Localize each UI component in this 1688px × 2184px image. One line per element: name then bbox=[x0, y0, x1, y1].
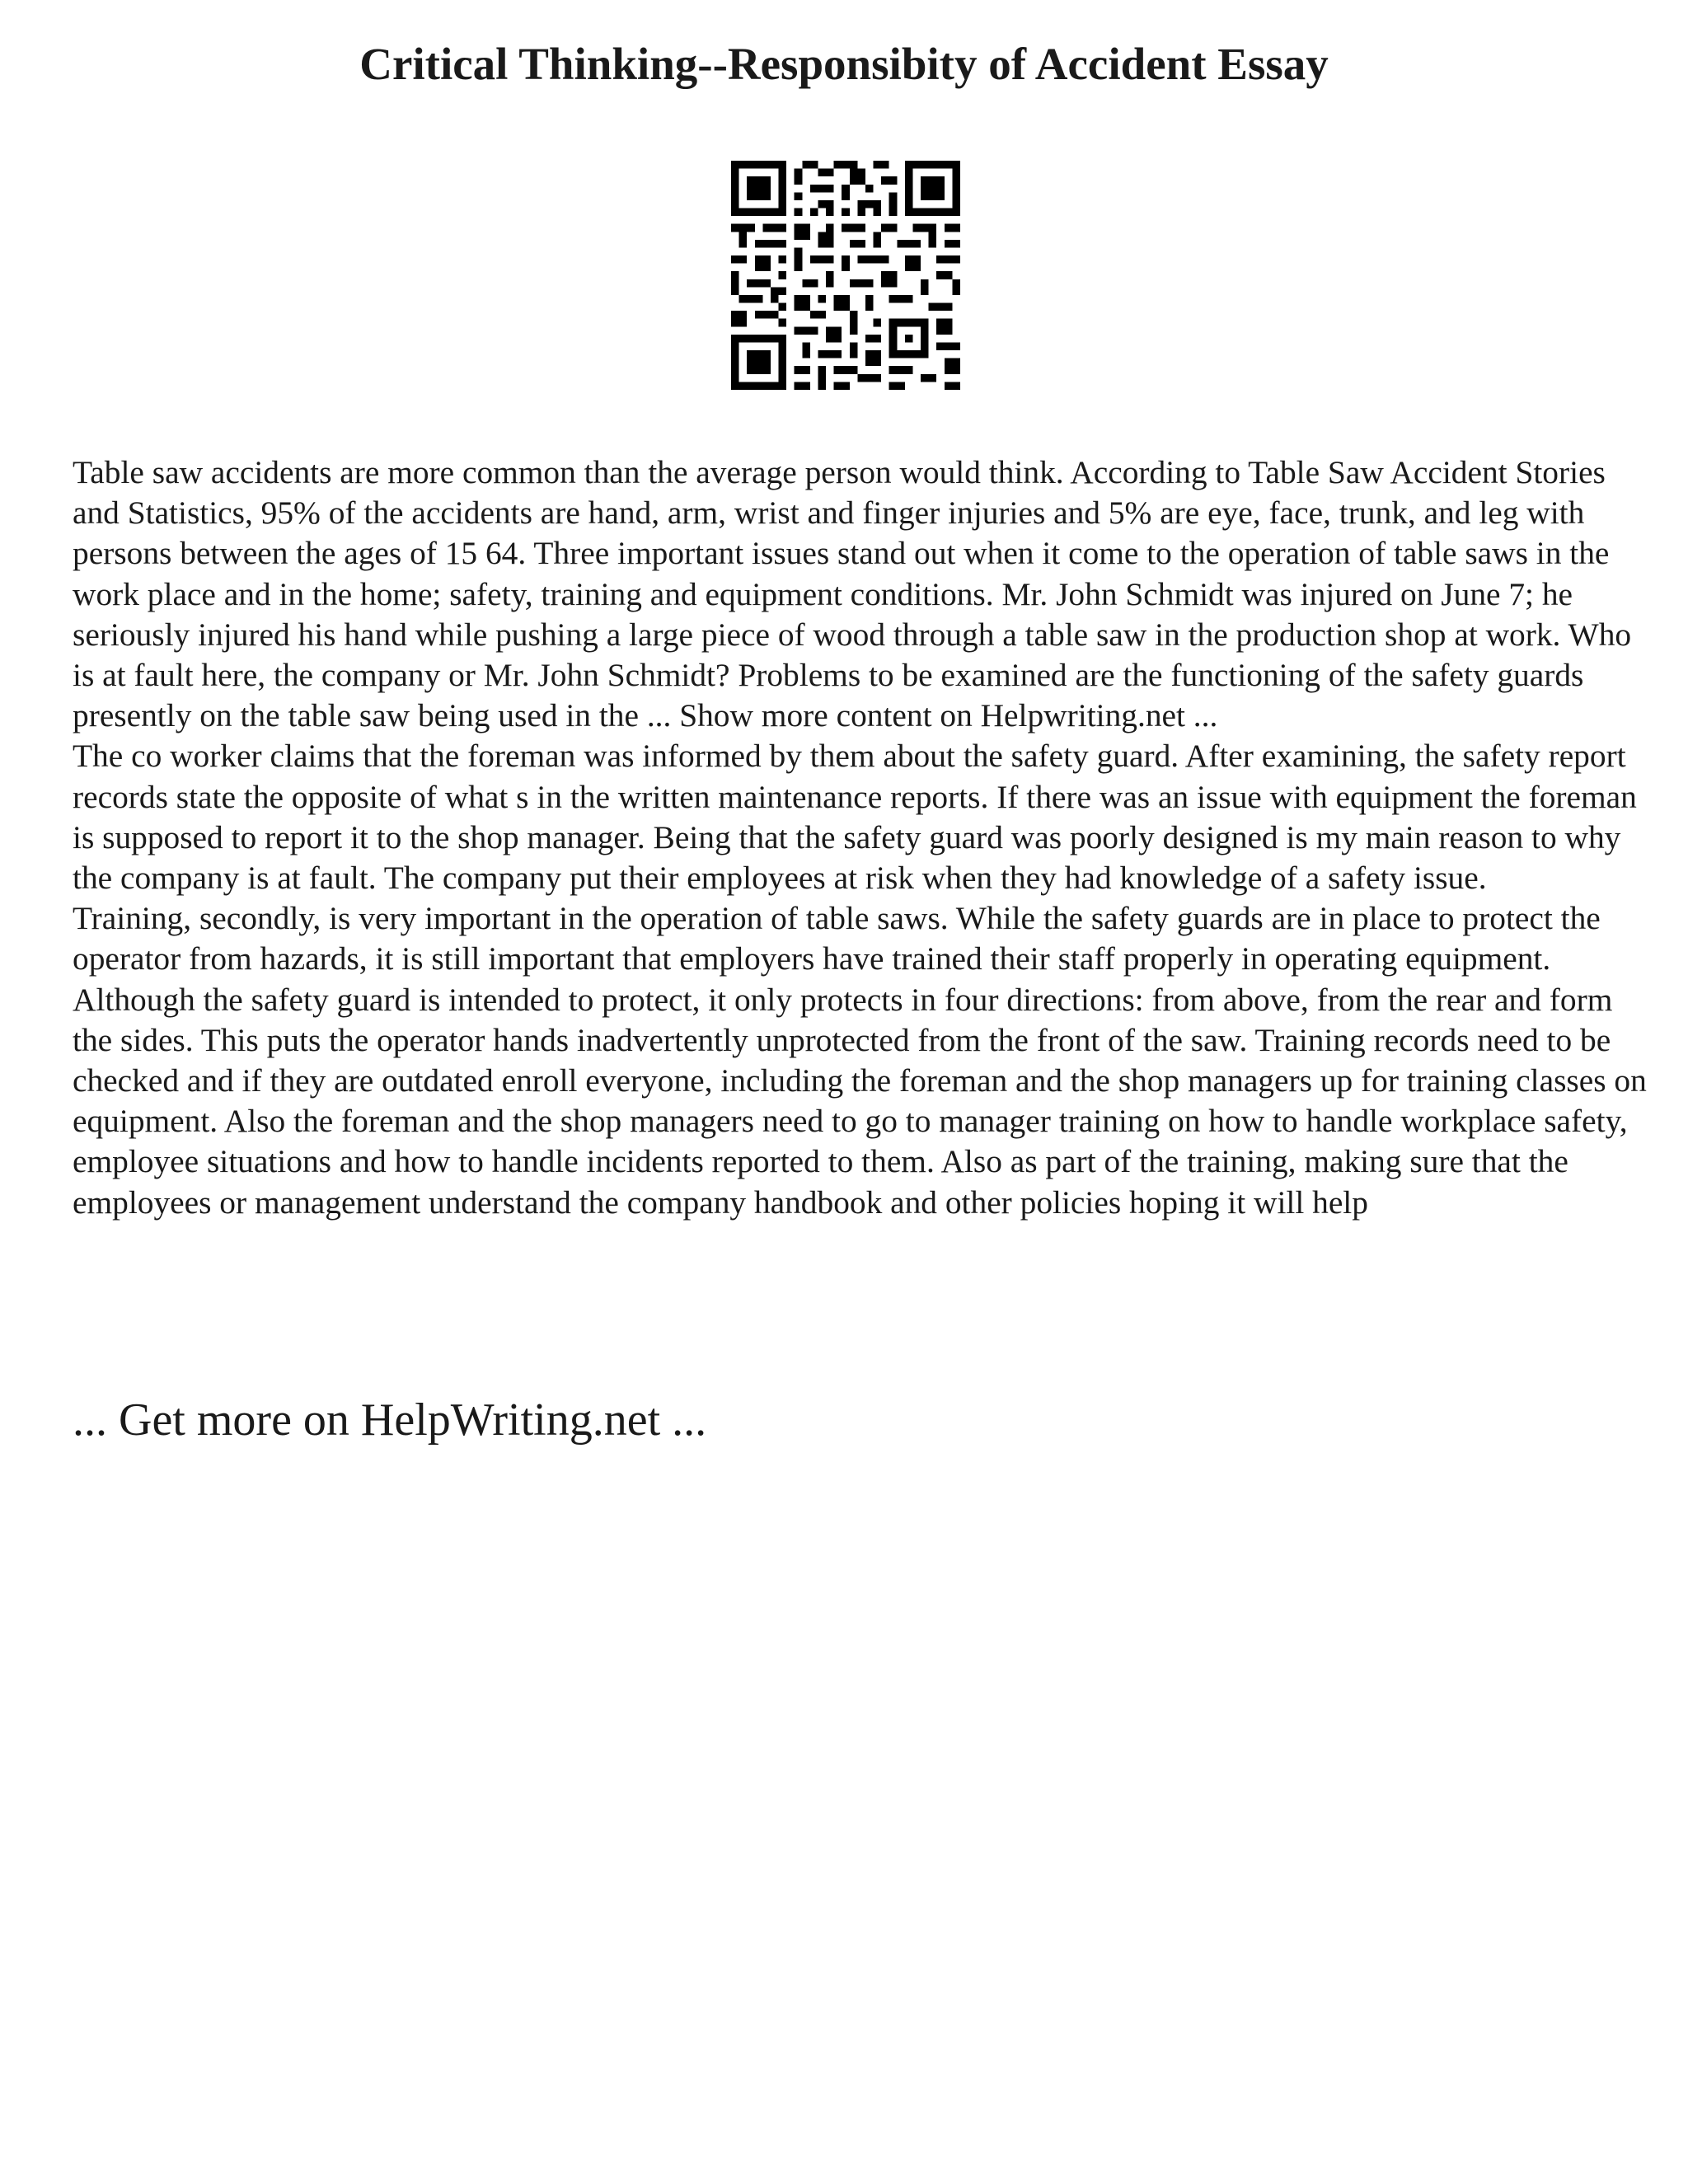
paragraph-3: Training, secondly, is very important in the operation of table saws. While the safety guards are in place to protect the operator from hazards, it is still important that employers have trained their staff properly in operating equipment. Although the safety guard is intended to protect, it only protects in four directions: from above, from the rear and form the sides. This puts the operator hands inadvertently unprotected from the front of the saw. Training records need to be checked and if they are outdated enroll everyone, including the foreman and the shop managers up for training classes on equipment. Also the foreman and the shop managers need to go to manager training on how to handle workplace safety, employee situations and how to handle incidents reported to them. Also as part of the training, making sure that the employees or management understand the company handbook and other policies hoping it will help bbox=[73, 900, 1647, 1221]
essay-body bbox=[73, 452, 1651, 1223]
paragraph-1: Table saw accidents are more common than the average person would think. According to Table Saw Accident Stories and Statistics, 95% of the accidents are hand, arm, wrist and finger injuries and 5% are eye, face, trunk, and leg with persons between the ages of 15 64. Three important issues stand out when it come to the operation of table saws in the work place and in the home; safety, training and equipment conditions. Mr. John Schmidt was injured on June 7; he seriously injured his hand while pushing a large piece of wood through a table saw in the production shop at work. Who is at fault here, the company or Mr. John Schmidt? Problems to be examined are the functioning of the safety guards presently on the table saw being used in the ... Show more content on Helpwriting.net ... bbox=[73, 454, 1632, 734]
qr-code-icon bbox=[731, 161, 960, 390]
document-title: Critical Thinking--Responsibity of Accident Essay bbox=[359, 39, 1329, 89]
paragraph-2: The co worker claims that the foreman was informed by them about the safety guard. After examining, the safety report records state the opposite of what s in the written maintenance reports. If there was an issue with equipment the foreman is supposed to report it to the shop manager. Being that the safety guard was poorly designed is my main reason to why the company is at fault. The company put their employees at risk when they had knowledge of a safety issue. bbox=[73, 738, 1637, 897]
get-more-link[interactable]: ... Get more on HelpWriting.net ... bbox=[73, 1394, 707, 1446]
